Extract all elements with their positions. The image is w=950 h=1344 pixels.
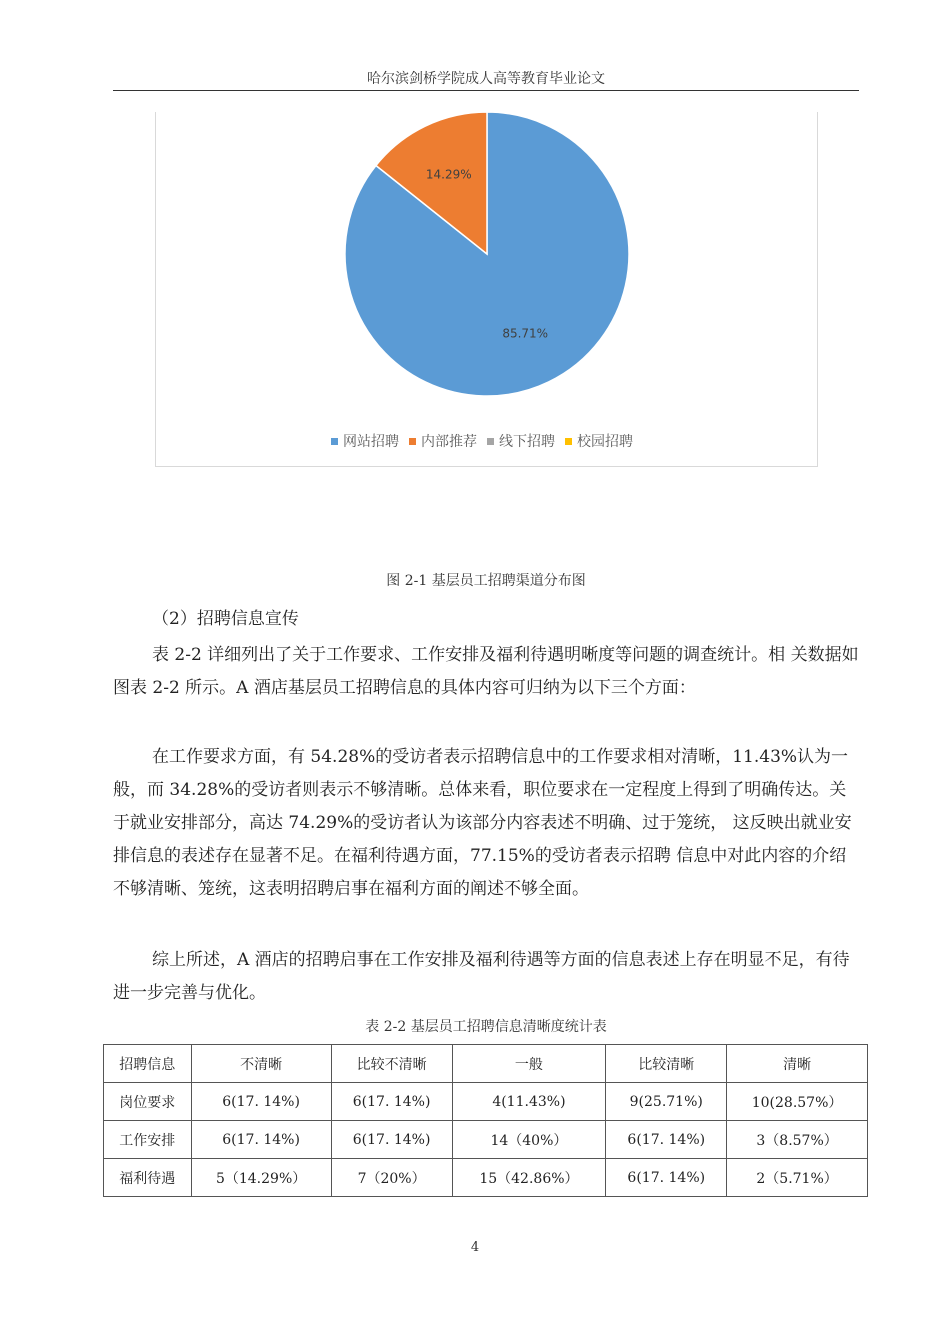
page-number: 4 (470, 1240, 480, 1255)
table-cell: 6(17. 14%) (331, 1121, 452, 1159)
table-header-cell: 一般 (452, 1045, 606, 1083)
table-cell: 5（14.29%） (191, 1159, 331, 1197)
table-cell: 14（40%） (452, 1121, 606, 1159)
table-cell: 10(28.57%） (727, 1083, 868, 1121)
paragraph-1: 表 2-2 详细列出了关于工作要求、工作安排及福利待遇明晰度等问题的调查统计。相 关数据如图表 2-2 所示。A 酒店基层员工招聘信息的具体内容可归纳为以下三个方面： (113, 645, 859, 698)
table-caption: 表 2-2 基层员工招聘信息清晰度统计表 (365, 1019, 607, 1035)
running-header: 哈尔滨剑桥学院成人高等教育毕业论文 (367, 71, 605, 87)
table-cell: 7（20%） (331, 1159, 452, 1197)
legend-entry: 线下招聘 (499, 434, 555, 450)
table-cell: 9(25.71%) (606, 1083, 727, 1121)
section-heading: （2）招聘信息宣传 (152, 609, 299, 629)
legend-entry: 网站招聘 (343, 434, 399, 450)
table-cell: 15（42.86%） (452, 1159, 606, 1197)
pie-data-label: 14.29% (425, 167, 472, 182)
table-header-row (104, 1045, 868, 1083)
paragraph-2: 在工作要求方面，有 54.28%的受访者表示招聘信息中的工作要求相对清晰，11.43%认为一般，而 34.28%的受访者则表示不够清晰。总体来看，职位要求在一定程度上得到了明确传达。关于就业安排部分，高达 74.29%的受访者认为该部分内容表述不明确、过于笼统， 这反映出就业安排信息的表述存在显著不足。在福利待遇方面，77.15%的受访者表示招聘 信息中对此内容的介绍不够清晰、笼统，这表明招聘启事在福利方面的阐述不够全面。 (113, 747, 852, 899)
table-row (104, 1083, 868, 1121)
legend-entry: 内部推荐 (421, 434, 477, 450)
legend-swatch (409, 438, 416, 445)
table-header-cell: 比较清晰 (606, 1045, 727, 1083)
table-header-cell: 不清晰 (191, 1045, 331, 1083)
table-cell: 3（8.57%） (727, 1121, 868, 1159)
table-cell: 福利待遇 (104, 1159, 192, 1197)
table-cell: 4(11.43%) (452, 1083, 606, 1121)
table-cell: 6(17. 14%) (606, 1121, 727, 1159)
table-header-cell: 比较不清晰 (331, 1045, 452, 1083)
pie-chart-canvas (156, 112, 817, 466)
table-header-cell: 清晰 (727, 1045, 868, 1083)
figure-caption: 图 2-1 基层员工招聘渠道分布图 (386, 573, 586, 589)
table-cell: 2（5.71%） (727, 1159, 868, 1197)
clarity-stat-table (103, 1044, 868, 1197)
pie-data-label: 85.71% (502, 326, 549, 341)
table-row (104, 1121, 868, 1159)
table-cell: 6(17. 14%) (191, 1121, 331, 1159)
legend-entry: 校园招聘 (577, 434, 633, 450)
header-rule (113, 90, 859, 91)
table-header-cell: 招聘信息 (104, 1045, 192, 1083)
table-cell: 6(17. 14%) (606, 1159, 727, 1197)
paragraph-3: 综上所述，A 酒店的招聘启事在工作安排及福利待遇等方面的信息表述上存在明显不足，有待进一步完善与优化。 (113, 950, 850, 1003)
table-cell: 6(17. 14%) (191, 1083, 331, 1121)
legend-swatch (565, 438, 572, 445)
table-cell: 工作安排 (104, 1121, 192, 1159)
pie-chart (155, 112, 818, 467)
table-cell: 岗位要求 (104, 1083, 192, 1121)
legend-swatch (331, 438, 338, 445)
legend-swatch (487, 438, 494, 445)
table-cell: 6(17. 14%) (331, 1083, 452, 1121)
table-row (104, 1159, 868, 1197)
